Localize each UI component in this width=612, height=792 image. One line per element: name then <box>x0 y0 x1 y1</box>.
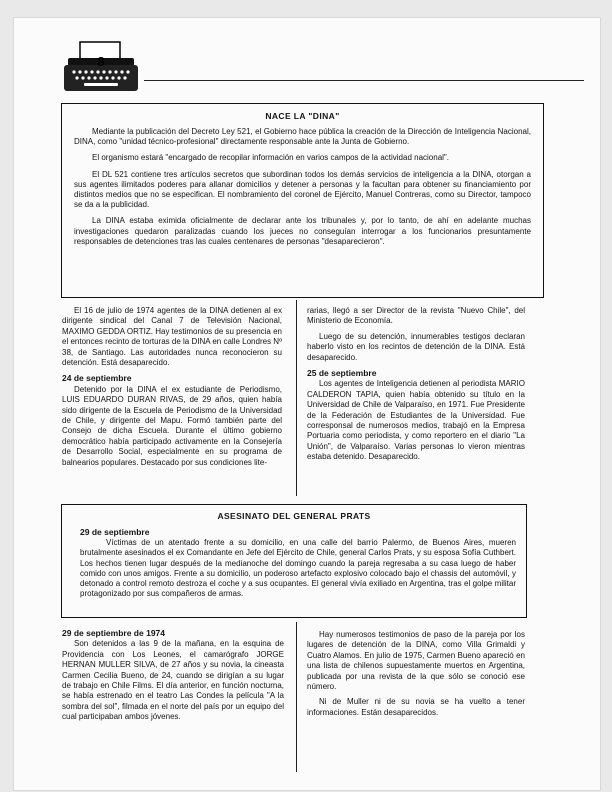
disappeared-paragraph: Ni de Muller ni de su novia se ha vuelto a tener informaciones. Están desaparecidos. <box>307 697 525 717</box>
calderon-paragraph: Los agentes de Inteligencia detienen al periodista MARIO CALDERON TAPIA, quien había obtenido su título en la Universidad de Chile de Valparaíso, en 1971. Fue Presidente de la Federación de Estudiantes de la Universidad. Fue corresponsal de numerosos medios, trabajó en la Empresa Portuaria como periodista, y como reportero en el diario "La Unión", de Valparaíso. Varias personas lo vieron mientras estaba detenido. Desaparecido. <box>307 379 525 462</box>
dina-paragraph-1: Mediante la publicación del Decreto Ley 521, el Gobierno hace pública la creación de la Dirección de Inteligencia Nacional, DINA, como "unidad técnico-profesional" directamente responsable ante la Junta de Gobierno. <box>74 127 531 147</box>
date-subhead: 25 de septiembre <box>307 368 377 379</box>
muller-paragraph: Son detenidos a las 9 de la mañana, en la esquina de Providencia con Los Leones, el camarógrafo JORGE HERNAN MULLER SILVA, de 27 años y su novia, la cineasta Carmen Cecilia Bueno, de 24, cuando se dirigían a su lugar de trabajo en Chile Films. El día anterior, en función nocturna, se había estrenado en el teatro Las Condes la película "A la sombra del sol", filmada en el norte del país por un equipo del cual participaban ambos jóvenes. <box>62 639 284 722</box>
dina-paragraph-3: El DL 521 contiene tres artículos secretos que subordinan todos los demás servicios de inteligencia a la DINA, otorgan a sus agentes ilimitados poderes para allanar domicilios y detener a personas y la facultan para obtener su financiamiento por distintos medios que no se especifican. El nombramiento del coronel de Ejército, Manuel Contreras, como su Director, tampoco se da a la publicidad. <box>74 169 531 210</box>
page-number: 8 <box>97 54 105 69</box>
column-divider <box>296 622 297 772</box>
date-subhead: 29 de septiembre <box>80 527 150 537</box>
date-subhead: 24 de septiembre <box>62 373 132 384</box>
dina-paragraph-2: El organismo estará "encargado de recopilar información en varios campos de la actividad nacional". <box>92 153 449 163</box>
header-rule <box>144 80 584 81</box>
document-page <box>14 18 600 790</box>
prats-paragraph: Víctimas de un atentado frente a su domicilio, en una calle del barrio Palermo, de Buenos Aires, mueren brutalmente asesinados el ex Comandante en Jefe del Ejército de Chile, general Carlos Prats, y su esposa Sofía Cuthbert. Los hechos tienen lugar después de la medianoche del domingo cuando la pareja regresaba a su casa luego de haber comido con unos amigos. Frente a su domicilio, un poderoso artefacto explosivo colocado bajo el chassis del automóvil, y detonado a control remoto destroza el coche y a sus ocupantes. El general vivía exiliado en Argentina, tras el golpe militar protagonizado por sus compañeros de armas. <box>80 538 516 599</box>
section1-left-column <box>62 306 282 473</box>
duran-paragraph: Detenido por la DINA el ex estudiante de Periodismo, LUIS EDUARDO DURAN RIVAS, de 29 años, quien había sido dirigente de la Escuela de Periodismo de la Universidad de Chile, y dirigente del Mapu. Formó también parte del Consejo de dicha Escuela. Durante el último gobierno democrático había participado activamente en la Consejería de Desarrollo Social, especialmente en su programa de balnearios populares. Destacado por sus condiciones lite- <box>62 384 282 467</box>
section2-right-column <box>307 630 525 723</box>
date-subhead: 29 de septiembre de 1974 <box>62 628 166 638</box>
duran-testimony: Luego de su detención, innumerables testigos declaran haberlo visto en los recintos de detención de la DINA. Está desaparecido. <box>307 331 525 362</box>
prats-box-title: ASESINATO DEL GENERAL PRATS <box>217 511 371 521</box>
dina-paragraph-4: La DINA estaba eximida oficialmente de declarar ante los tribunales y, por lo tanto, de ahí en adelante muchas investigaciones quedaron paralizadas cuando los jueces no conseguían interrogar a los funcionarios presuntamente responsables de detenciones tras las cuales centenares de personas "desaparecieron". <box>74 216 531 246</box>
dina-box <box>61 103 544 298</box>
duran-continuation: rarias, llegó a ser Director de la revista "Nuevo Chile", del Ministerio de Economía. <box>307 306 525 326</box>
testimony-paragraph: Hay numerosos testimonios de paso de la pareja por los lugares de detención de la DINA, como Villa Grimaldi y Cuatro Alamos. En julio de 1975, Carmen Bueno apareció en una lista de chilenos supuestamente muertos en Argentina, publicada por una revista de la que sólo se conoció ese número. <box>307 630 525 692</box>
prats-box <box>61 504 527 618</box>
column-divider <box>296 300 297 496</box>
gedda-paragraph: El 16 de julio de 1974 agentes de la DINA detienen al ex dirigente sindical del Canal 7 de Televisión Nacional, MAXIMO GEDDA ORTIZ. Hay testimonios de su presencia en el entonces recinto de torturas de la DINA en calle Londres Nº 38, de Santiago. Las autoridades nunca reconocieron su detención. Está desaparecido. <box>62 306 282 368</box>
section2-left-column <box>62 628 284 728</box>
dina-box-title: NACE LA "DINA" <box>265 111 340 121</box>
section1-right-column <box>307 306 525 468</box>
